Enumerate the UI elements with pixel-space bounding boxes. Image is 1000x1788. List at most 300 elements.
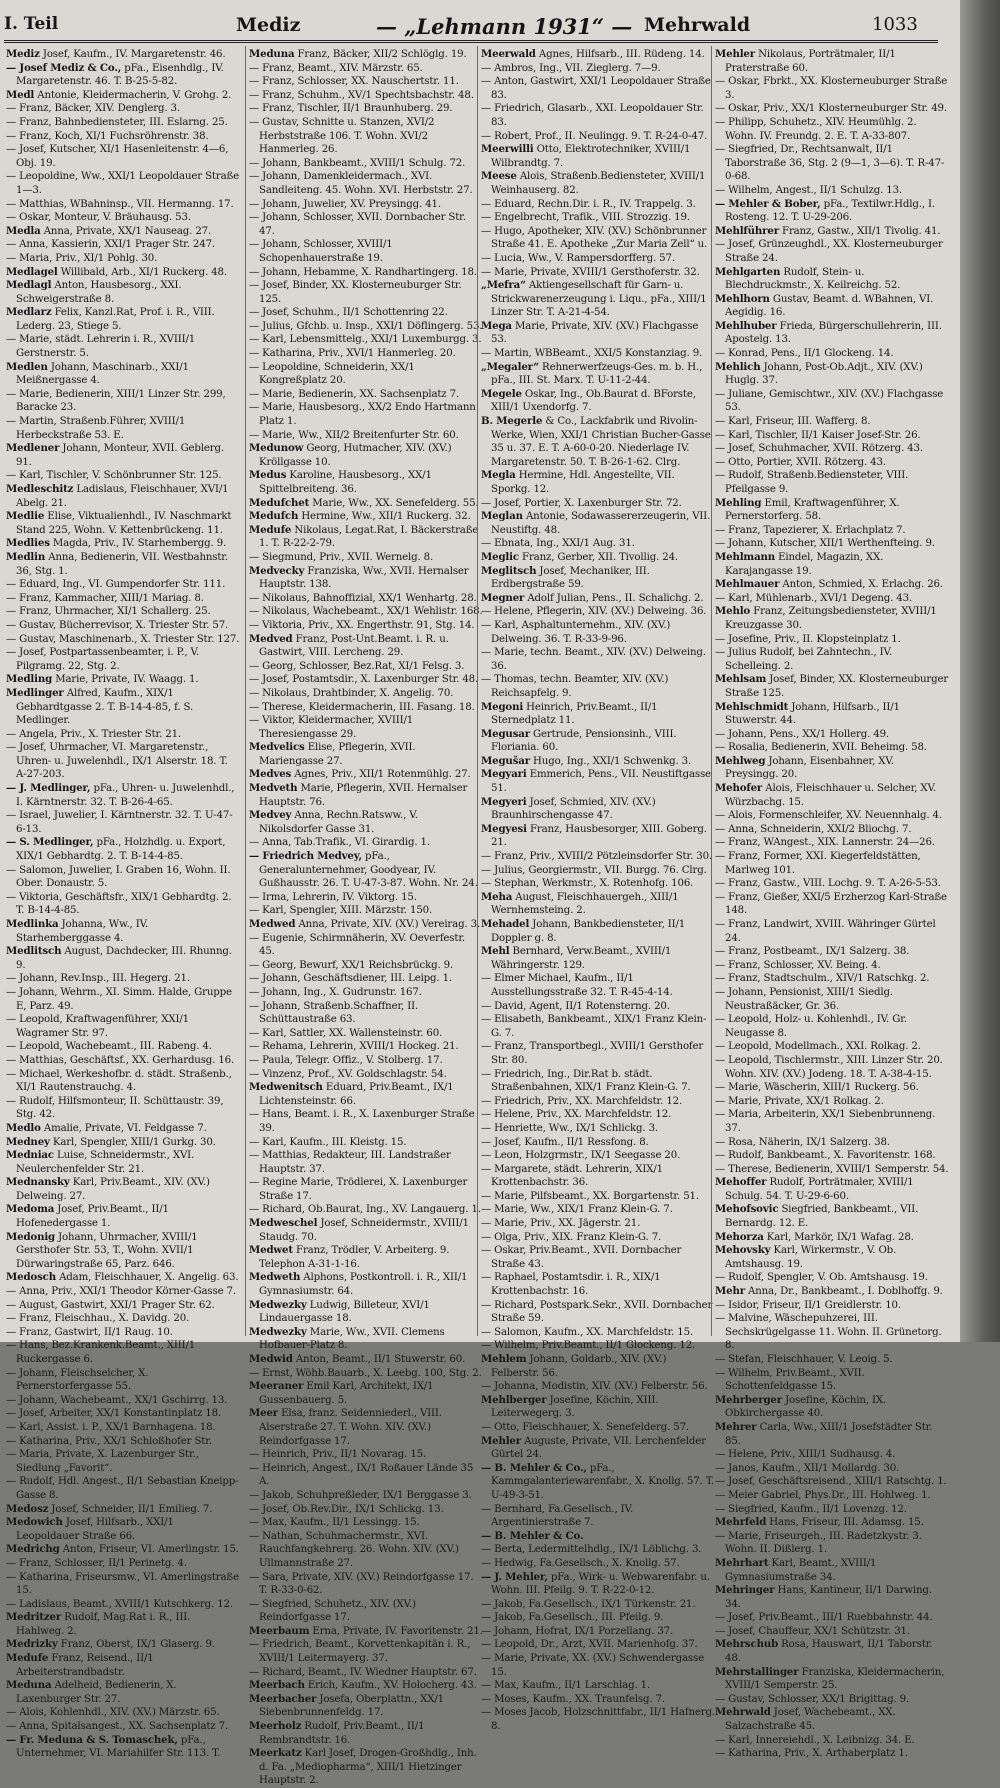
entry-details: Carla, Ww., XIII/1 Josefstädter Str. 85. [725,1421,933,1447]
entry-details: — Max, Kaufm., II/1 Lessingg. 15. [249,1517,420,1529]
entry-details: — Marie, Private, XX/1 Rolkag. 2. [715,1095,884,1107]
entry-details: — Karl, Tischler, V. Schönbrunner Str. 125. [6,470,222,482]
entry-name: „Megaler“ [481,360,539,373]
entry-details: Franz, Zeitungsbediensteter, XVIII/1 Kreuzgasse 30. [725,606,937,631]
entry-details: — Johann, Rev.Insp., III. Hegerg. 21. [6,973,190,985]
directory-entry [715,551,949,578]
entry-details: pFa., Uhren- u. Juwelenhdl., I. Kärntnerstr. 32. T. B-26-4-65. [16,783,235,808]
entry-details: — Philipp, Schuhetz., XIV. Heumühlg. 2. Wohn. IV. Freundg. 2. E. T. A-33-807. [715,116,917,142]
directory-entry [6,972,240,986]
entry-details: — Franz, Kammacher, XIII/1 Mariag. 8. [6,592,204,604]
entry-details: — Karl, Spengler, XIII. Märzstr. 150. [249,905,433,917]
column-divider [477,46,478,1336]
entry-details: — Ladislaus, Beamt., XVIII/1 Kutschkerg. 12. [6,1598,233,1610]
entry-details: Josef, Hilfsarb., XXI/1 Leopoldauer Straße 66. [16,1517,174,1542]
entry-name: Medlinka [6,918,59,930]
directory-entry [481,551,715,565]
entry-name: Mehoffer [715,1176,767,1189]
directory-entry [249,701,483,715]
directory-entry [249,904,483,918]
entry-details: Ludwig, Billeteur, XVI/1 Lindauergasse 18. [259,1299,430,1325]
entry-details: — Johann, Pensionist, XIII/1 Siedlg. Neustraßäcker, Gr. 36. [715,986,893,1012]
entry-details: — Johann, Hofrat, IX/1 Porzellang. 37. [481,1625,674,1637]
entry-details: — Gustav, Bücherrevisor, X. Triester Str. 57. [6,619,229,631]
entry-details: — Marie, Private, XVIII/1 Gersthoferstr. 32. [481,266,700,278]
directory-entry [481,347,715,361]
directory-entry [249,1203,483,1217]
entry-details: Johann, Maschinarb., XXI/1 Meißnergasse 4. [16,361,189,387]
directory-entry [6,1326,240,1340]
entry-details: Ladislaus, Fleischhauer, XVI/1 Abelg. 21. [16,484,229,509]
directory-entry [6,1149,240,1176]
entry-name: Medlener [6,442,60,455]
entry-details: — Johanna, Modistin, XIV. (XV.) Felberstr. 56. [481,1381,708,1393]
entry-name: Mehovsky [715,1244,771,1257]
entry-details: — Eduard, Ing., VI. Gumpendorfer Str. 111. [6,579,226,591]
entry-details: — Otto, Fleischhauer, X. Senefelderg. 57. [481,1421,689,1433]
directory-entry [6,1299,240,1313]
entry-details: Adam, Fleischhauer, X. Angelig. 63. [59,1272,239,1284]
entry-name: Medling [6,673,53,686]
entry-details: — Martin, Straßenb.Führer, XVIII/1 Herbeckstraße 53. E. [6,416,186,441]
directory-entry [249,1353,483,1367]
entry-name: B. Megerle [481,415,543,428]
entry-details: Eduard, Priv.Beamt., IX/1 Lichtensteinstr. 66. [259,1082,454,1107]
directory-entry [6,1720,240,1734]
directory-entry [481,1353,715,1380]
directory-entry [249,1530,483,1571]
directory-entry [715,1149,949,1163]
entry-details: — Richard, Beamt., IV. Wiedner Hauptstr. 67. [249,1666,477,1678]
entry-details: Karoline, Hausbesorg., XX/1 Spittelbreiteng. 36. [259,470,432,495]
directory-entry [715,1666,949,1693]
directory-entry [481,1326,715,1340]
entry-details: — Meier Gabriel, Phys.Dr., III. Hohlweg. 1. [715,1489,931,1501]
entry-details: — Julius, Georgiermstr., VII. Burgg. 76. Clrg. [481,864,707,876]
entry-details: — Karl, Mühlenarb., XVI/1 Degeng. 43. [715,592,913,604]
directory-entry [715,143,949,184]
directory-entry [249,605,483,619]
directory-entry [715,198,949,225]
entry-name: Mehlberger [481,1393,547,1406]
directory-entry [6,1231,240,1272]
entry-details: — Henriette, Ww., IX/1 Schlickg. 3. [481,1122,658,1134]
directory-entry [6,1475,240,1502]
entry-name: Medritzer [6,1611,62,1624]
entry-name: Meduna [6,1679,52,1692]
entry-name: — Friedrich Medvey, [249,850,362,863]
entry-details: Erich, Kaufm., XV. Holocherg. 43. [307,1680,477,1692]
directory-entry [715,347,949,361]
directory-entry [6,1421,240,1435]
column-divider [711,46,712,1336]
entry-details: — Martin, WBBeamt., XXI/5 Konstanziag. 9. [481,348,703,360]
directory-entry [6,116,240,130]
entry-name: Meglic [481,550,519,563]
directory-entry [249,116,483,157]
directory-entry [249,741,483,768]
directory-entry [481,1435,715,1462]
entry-details: — Rudolf, Hilfsmonteur, II. Schüttaustr. 39, Stg. 42. [6,1095,224,1121]
entry-details: — Josef, Ob.Rev.Dir., IX/1 Schlickg. 13. [249,1503,444,1515]
directory-entry [715,1299,949,1313]
entry-details: Rehnerwerfzeugs-Ges. m. b. H., pFa., III. St. Marx. T. U-11-2-44. [491,361,703,387]
entry-details: — Rudolf, Bankbeamt., X. Favoritenstr. 168. [715,1150,936,1162]
directory-entry [481,1040,715,1067]
directory-column-4 [715,48,949,1760]
entry-details: Johann, Bankbediensteter, II/1 Doppler g. 8. [491,919,686,944]
entry-details: — Ebnata, Ing., XXI/1 Aug. 31. [481,538,635,550]
entry-name: Megner [481,591,525,604]
directory-entry [481,1611,715,1625]
entry-details: pFa., Unternehmer, VI. Mariahilfer Str. 113. T. [16,1734,221,1760]
entry-details: Aktiengesellschaft für Garn- u. Strickwarenerzeugung i. Liqu., pFa., XIII/1 Linzer Str. T. A-21-4-54. [491,280,707,319]
directory-entry [249,347,483,361]
entry-details: Josefine, Köchin, XIII. Leiterwegerg. 3. [491,1394,659,1420]
directory-entry [6,306,240,333]
entry-name: Medlie [6,510,45,523]
directory-entry [249,279,483,306]
entry-name: Medney [6,1135,50,1148]
entry-details: Frieda, Bürgerschullehrerin, III. Apostelg. 13. [725,320,942,346]
entry-details: — Isidor, Friseur, II/1 Greidlerstr. 10. [715,1299,901,1311]
entry-details: Johann, Uhrmacher, XVIII/1 Gersthofer Str. 53, T., Wohn. XVII/1 Dürwaringstraße 65, Parz. 646. [16,1231,198,1270]
entry-details: Hans, Friseur, III. Adamsg. 15. [769,1517,924,1529]
entry-details: — Johann, Fleischselcher, X. Pernerstorfergasse 55. [6,1367,149,1393]
entry-details: — Anna, Spitalsangest., XX. Sachsenplatz 7. [6,1721,229,1733]
entry-details: Franz, Hausbesorger, XIII. Goberg. 21. [491,823,707,849]
entry-details: — Franz, Bäcker, XIV. Denglerg. 3. [6,103,180,115]
entry-details: — Ernst, Wöhb.Bauarb., X. Leebg. 100, Stg. 2. [249,1367,482,1379]
directory-entry [249,850,483,891]
entry-details: Karl, Wirkermstr., V. Ob. Amtshausg. 19. [725,1245,897,1270]
entry-details: Elise, Viktualienhdl., IV. Naschmarkt Stand 225, Wohn. V. Kettenbrückeng. 11. [16,511,232,536]
entry-details: Adolf Julian, Pens., II. Schalichg. 2. [527,592,704,604]
directory-entry [715,1013,949,1040]
directory-entry [249,1625,483,1639]
entry-name: Medniac [6,1149,54,1162]
directory-entry [715,1163,949,1177]
entry-details: — Jakob, Schuhpreßleder, IX/1 Berggasse 3. [249,1489,472,1501]
directory-entry [715,673,949,700]
directory-entry [481,497,715,511]
entry-details: — Israel, Juwelier, I. Kärntnerstr. 32. T. U-47-6-13. [6,810,233,835]
directory-entry [249,673,483,687]
entry-details: Anton, Beamt., II/1 Stuwerstr. 60. [295,1354,466,1365]
directory-entry [715,1040,949,1054]
entry-details: August, Dachdecker, III. Rhunng. 9. [16,946,232,971]
entry-details: — Karl, Sattler, XX. Wallensteinstr. 60. [249,1027,443,1039]
entry-details: Franz, Bäcker, XII/2 Schlöglg. 19. [297,49,467,60]
directory-entry [249,1068,483,1082]
directory-entry [6,578,240,592]
directory-entry [715,972,949,986]
entry-name: Megyari [481,768,527,781]
directory-entry [715,116,949,143]
directory-entry [249,1598,483,1625]
directory-entry [249,1326,483,1353]
entry-details: — Franz, Schlosser, XX. Nauschertstr. 11. [249,76,459,88]
entry-details: Agnes, Hilfsarb., III. Rüdeng. 14. [538,49,705,60]
entry-details: — Angela, Priv., X. Triester Str. 21. [6,728,182,740]
entry-details: — Johann, Ing., X. Gudrunstr. 167. [249,986,422,998]
directory-entry [249,768,483,782]
entry-details: Alois, Straßenb.Bediensteter, XVIII/1 Weinhauserg. 82. [491,171,706,196]
entry-details: Emil Karl, Architekt, IX/1 Gussenbauerg. 5. [259,1381,434,1406]
directory-column-3 [481,48,715,1733]
entry-details: — Rehama, Lehrerin, XVIII/1 Hockeg. 21. [249,1041,459,1053]
entry-details: — Richard, Ob.Baurat, Ing., XV. Langauerg. 1. [249,1204,481,1216]
entry-details: Marie, Pflegerin, XVII. Hernalser Hauptstr. 76. [259,783,468,808]
directory-entry [6,102,240,116]
directory-entry [481,1394,715,1421]
directory-entry [715,1557,949,1584]
directory-entry [715,75,949,102]
entry-details: — Josef, Portier, X. Laxenburger Str. 72. [481,497,682,509]
directory-entry [481,1108,715,1122]
entry-name: Medwet [249,1244,293,1257]
entry-details: — Leopold, Wachebeamt., III. Rabeng. 4. [6,1041,212,1053]
entry-details: — Karl, Lebensmittelg., XXI/1 Luxemburgg. 3. [249,334,482,346]
directory-entry [249,1108,483,1135]
directory-entry [249,592,483,606]
directory-entry [6,1122,240,1136]
directory-entry [6,592,240,606]
entry-details: — Hedwig, Fa.Gesellsch., X. Knollg. 57. [481,1557,680,1569]
entry-details: Franz, Reisend., II/1 Arbeiterstrandbadstr. [16,1653,154,1678]
entry-details: Anton, Schmied, X. Erlachg. 26. [782,579,943,591]
entry-name: Mehr [715,1285,745,1298]
entry-details: — Otto, Portier, XVII. Rötzerg. 43. [715,456,886,468]
directory-entry [481,1462,715,1503]
entry-details: & Co., Lackfabrik und Rivolin-Werke, Wien, XXI/1 Christian Bucher-Gasse 35 u. 37. E. T. A-60-0-20. Niederlage IV. Margaretenstr. 50. T. B-26-1-62. Clrg. [491,416,711,468]
directory-entry [249,1367,483,1381]
directory-entry [715,184,949,198]
entry-details: — Irma, Lehrerin, IV. Viktorg. 15. [249,891,417,903]
entry-name: Medl [6,88,35,101]
directory-entry [481,1693,715,1707]
entry-details: Emil, Kraftwagenführer, X. Pernerstorferg. 58. [725,497,900,523]
directory-entry [6,1734,240,1761]
entry-details: Rudolf, Porträtmaler, XVIII/1 Schulg. 54. T. U-29-6-60. [725,1177,914,1202]
entry-details: — Marie, Pilfsbeamt., XX. Borgartenstr. 51. [481,1190,699,1202]
directory-entry [481,1380,715,1394]
entry-details: — Franz, Tapezierer, X. Erlachplatz 7. [715,524,906,536]
directory-entry [715,728,949,742]
entry-details: — Josef, Arbeiter, XX/1 Konstantinplatz 18. [6,1408,222,1420]
directory-entry [715,1367,949,1394]
directory-entry [481,1299,715,1326]
directory-entry [249,1489,483,1503]
entry-details: — Josef, Uhrmacher, VI. Margaretenstr., Uhren- u. Juwelenhdl., IX/1 Alserstr. 18. T. A-27-203. [6,742,228,781]
entry-name: Meese [481,170,517,183]
entry-name: — Fr. Meduna & S. Tomaschek, [6,1733,178,1746]
entry-details: — Raphael, Postamtsdir. i. R., XIX/1 Krottenbachstr. 16. [481,1272,661,1298]
directory-entry [249,1217,483,1244]
directory-entry [249,1448,483,1462]
entry-details: — Robert, Prof., II. Neulingg. 9. T. R-24-0-47. [481,130,708,142]
entry-details: — Oskar, Fbrkt., XX. Klosterneuburger Straße 3. [715,76,948,101]
entry-details: Rudolf, Stein- u. Blechdruckmstr., X. Keilreichg. 52. [725,266,901,292]
directory-entry [6,1040,240,1054]
entry-details: Johann, Post-Ob.Adjt., XIV. (XV.) Huglg. 37. [725,361,923,387]
entry-details: Gustav, Beamt. d. WBahnen, VI. Aegidig. 16. [725,293,934,319]
directory-entry [481,537,715,551]
directory-entry [715,1176,949,1203]
entry-details: — Franz, Koch, XI/1 Fuchsröhrenstr. 38. [6,130,209,142]
directory-entry [249,211,483,238]
entry-details: Johann, Monteur, XVII. Geblerg. 91. [16,443,224,468]
directory-entry [481,605,715,619]
entry-details: — Franz, Gastw., VIII. Lochg. 9. T. A-26-5-53. [715,878,941,890]
entry-name: Megoni [481,700,524,713]
directory-entry [249,442,483,469]
entry-details: — Moses Jacob, Holzschnittfabr., II/1 Hafnerg. 8. [481,1707,715,1733]
entry-name: Mehler [715,48,755,60]
directory-entry [6,1598,240,1612]
directory-entry [481,1638,715,1652]
entry-details: — Karl, Assist. i. P., XX/1 Barnhagena. 18. [6,1421,216,1433]
directory-entry [6,605,240,619]
entry-details: — Franz, Schlosser, II/1 Perinetg. 4. [6,1557,187,1569]
entry-details: Josef, Binder, XX. Klosterneuburger Straße 125. [725,674,949,699]
entry-name: Medlinger [6,686,64,699]
entry-details: — Rudolf, Hdl. Angest., II/1 Sebastian Kneipp-Gasse 8. [6,1476,239,1501]
directory-entry [481,1000,715,1014]
directory-entry [481,1095,715,1109]
entry-details: — Matthias, Geschäftsf., XX. Gerhardusg. 16. [6,1054,235,1066]
directory-entry [481,945,715,972]
entry-details: — Franz, Transportbegl., XVIII/1 Gersthofer Str. 80. [481,1041,704,1066]
entry-details: — Marie, Hausbesorg., XX/2 Endo Hartmann Platz 1. [249,402,476,428]
entry-name: Mehler [481,1434,521,1447]
directory-entry [249,1027,483,1041]
entry-name: Megele [481,387,522,400]
entry-details: — Marie, techn. Beamt., XIV. (XV.) Delweing. 36. [481,647,706,672]
directory-entry [715,1095,949,1109]
directory-entry [715,1353,949,1367]
directory-entry [249,62,483,76]
directory-entry [481,1625,715,1639]
entry-details: Anna, Dr., Bankbeamt., I. Doblhoffg. 9. [748,1286,943,1298]
entry-details: — Julius Rudolf, bei Zahntechn., IV. Schelleing. 2. [715,647,893,672]
directory-entry [249,782,483,809]
entry-details: — Katharina, Priv., XVI/1 Hanmerleg. 20. [249,348,456,360]
directory-title: — „Lehmann 1931“ — [376,14,633,39]
entry-name: Meerholz [249,1720,302,1733]
directory-entry [249,687,483,701]
entry-details: — Heinrich, Priv., II/1 Novarag. 15. [249,1449,427,1461]
entry-name: Mehringer [715,1584,775,1597]
entry-details: — Lucia, Ww., V. Rampersdorfferg. 57. [481,252,675,264]
entry-details: — Rudolf, Straßenb.Bediensteter, VIII. Pfeilgasse 9. [715,470,909,495]
entry-name: Medufe [6,1652,49,1665]
entry-name: Medoma [6,1203,55,1216]
directory-entry [715,415,949,429]
entry-details: — Johann, Wehrm., XI. Simm. Halde, Gruppe E, Parz. 49. [6,986,232,1012]
directory-entry [249,619,483,633]
directory-entry [715,1693,949,1707]
entry-name: Medwezky [249,1325,307,1338]
entry-name: Medunow [249,442,304,455]
entry-name: Medlies [6,537,50,550]
entry-details: — Hugo, Apotheker, XIV. (XV.) Schönbrunner Straße 41. E. Apotheke „Zur Maria Zell“ u. [481,225,708,251]
entry-details: Rudolf, Priv.Beamt., II/1 Rembrandtstr. 16. [259,1721,425,1746]
entry-name: — J. Mehler, [481,1570,548,1583]
directory-entry [715,1475,949,1489]
entry-details: — Helene, Priv., XIII/1 Sudhausg. 4. [715,1449,896,1461]
entry-details: Karl Josef, Drogen-Großhdlg., Inh. d. Fa. „Mediopharma“, XIII/1 Hietzinger Hauptstr. 2. [259,1748,477,1787]
entry-details: — Karl, Kaufm., III. Kleistg. 15. [249,1136,407,1148]
entry-name: Medlitsch [6,945,62,958]
entry-name: Mehling [715,496,762,509]
entry-details: — Johann, Straßenb.Schaffner, II. Schüttaustraße 63. [249,1000,419,1026]
entry-details: Anna, Bedienerin, VII. Westbahnstr. 36, Stg. 1. [16,551,228,577]
entry-details: — Matthias, WBahninsp., VII. Hermanng. 17. [6,198,234,210]
directory-entry [715,592,949,606]
entry-name: Medvey [249,809,292,822]
entry-details: — Anton, Gastwirt, XXI/1 Leopoldauer Straße 83. [481,76,711,101]
entry-details: pFa., Textilwr.Hdlg., I. Rosteng. 12. T. U-29-206. [725,198,935,224]
entry-details: Rudolf, Mag.Rat i. R., III. Hahlweg. 2. [16,1612,191,1637]
entry-details: Emmerich, Pens., VII. Neustiftgasse 51. [491,769,711,795]
entry-details: — Leopold, Tischlermstr., XIII. Linzer Str. 20. Wohn. XIV. (XV.) Jodeng. 18. T. A-38-4-15. [715,1054,943,1080]
directory-entry [715,755,949,782]
directory-entry [6,333,240,360]
entry-details: Josef, Kaufm., IV. Margaretenstr. 46. [42,49,226,60]
entry-details: — Josef, Kaufm., II/1 Ressfong. 8. [481,1136,649,1148]
entry-name: Medosz [6,1502,49,1515]
directory-entry [6,252,240,266]
directory-entry [6,1285,240,1299]
directory-entry [6,1394,240,1408]
directory-entry [715,701,949,728]
book-spine-edge [960,0,1000,1342]
entry-details: — Heinrich, Angest., IX/1 Roßauer Lände 35 A. [249,1462,474,1488]
entry-details: Elsa, franz. Seidenniederl., VIII. Alserstraße 27. T. Wohn. XIV. (XV.) Reindorfgasse 17. [259,1408,442,1447]
directory-entry [481,170,715,197]
entry-details: Heinrich, Priv.Beamt., II/1 Sternedplatz 11. [491,701,658,727]
entry-details: — Matthias, Redakteur, III. Landstraßer Hauptstr. 37. [249,1150,451,1175]
entry-details: — Helene, Priv., XX. Marchfeldstr. 12. [481,1109,672,1121]
entry-details: — August, Gastwirt, XXI/1 Prager Str. 62. [6,1299,215,1311]
entry-details: — Johann, Pens., XX/1 Hollerg. 49. [715,728,889,740]
directory-entry [249,1244,483,1271]
directory-entry [715,1421,949,1448]
entry-name: Mehrer [715,1420,757,1433]
entry-details: — Leopold, Modellmach., XXI. Rolkag. 2. [715,1041,921,1053]
entry-details: — Franz, Former, XXI. Kiegerfeldstätten, Marlweg 101. [715,851,921,876]
directory-entry [6,836,240,863]
directory-entry [6,388,240,415]
entry-details: pFa., Eisenhdlg., IV. Margaretenstr. 46. T. B-25-5-82. [16,62,224,88]
entry-name: Mehlo [715,605,751,618]
entry-details: Josefa, Oberplattn., XX/1 Siebenbrunnenfeldg. 17. [259,1693,444,1719]
entry-details: — Michael, Werkeshofbr. d. städt. Straßenb., XI/1 Rautenstrauchg. 4. [6,1068,232,1094]
directory-entry [715,605,949,632]
entry-details: Gertrude, Pensionsinh., VIII. Floriania. 60. [491,728,677,754]
directory-entry [249,333,483,347]
entry-details: — Leopoldine, Schneiderin, XX/1 Kongreßplatz 20. [249,361,415,387]
entry-name: Megla [481,469,516,482]
entry-name: Medveth [249,782,298,795]
directory-entry [715,1638,949,1665]
entry-details: — Franz, Schuhm., XV/1 Spechtsbachstr. 48. [249,89,474,101]
entry-details: — Moses, Kaufm., XX. Traunfelsg. 7. [481,1693,665,1705]
entry-name: „Mefra“ [481,279,526,292]
entry-details: — Siegfried, Kaufm., II/1 Lovenzg. 12. [715,1503,907,1515]
directory-entry [249,320,483,334]
